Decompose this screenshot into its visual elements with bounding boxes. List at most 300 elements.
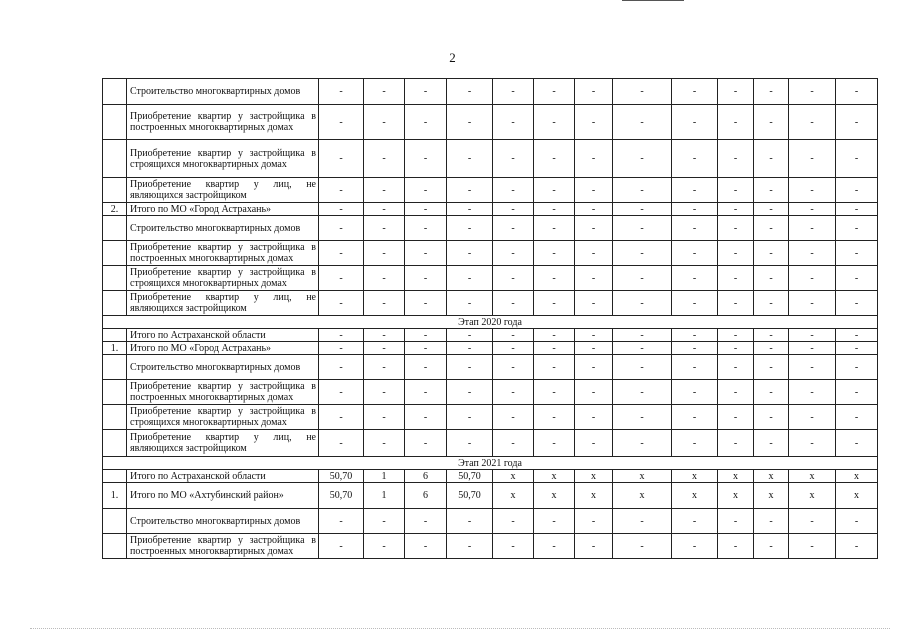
- table-cell: -: [534, 534, 575, 559]
- table-cell: -: [364, 405, 405, 430]
- row-label: Приобретение квартир у застройщика в строящихся многоквартирных домах: [127, 266, 319, 291]
- table-cell: -: [718, 79, 754, 105]
- table-cell: -: [754, 329, 789, 342]
- table-cell: -: [789, 178, 836, 203]
- table-cell: -: [672, 79, 718, 105]
- table-cell: -: [405, 509, 447, 534]
- table-cell: -: [447, 342, 493, 355]
- table-cell: -: [672, 534, 718, 559]
- table-cell: -: [447, 105, 493, 140]
- table-cell: -: [575, 534, 613, 559]
- table-cell: -: [754, 178, 789, 203]
- table-cell: -: [364, 534, 405, 559]
- table-cell: -: [613, 203, 672, 216]
- table-cell: x: [789, 483, 836, 509]
- table-cell: 6: [405, 483, 447, 509]
- table-cell: -: [836, 178, 878, 203]
- table-cell: -: [493, 216, 534, 241]
- table-cell: -: [405, 203, 447, 216]
- table-cell: -: [319, 355, 364, 380]
- row-number: [103, 140, 127, 178]
- table-cell: -: [319, 380, 364, 405]
- table-cell: -: [789, 355, 836, 380]
- table-cell: -: [493, 79, 534, 105]
- table-cell: 50,70: [447, 483, 493, 509]
- table-row: [103, 534, 878, 559]
- table-cell: -: [836, 380, 878, 405]
- table-cell: -: [447, 509, 493, 534]
- table-cell: -: [319, 329, 364, 342]
- table-cell: -: [534, 380, 575, 405]
- table-cell: -: [789, 329, 836, 342]
- table-cell: -: [836, 79, 878, 105]
- table-cell: -: [789, 79, 836, 105]
- table-cell: -: [575, 430, 613, 457]
- row-label: Приобретение квартир у застройщика в построенных многоквартирных домах: [127, 380, 319, 405]
- top-edge-mark: [622, 0, 684, 4]
- table-row: [103, 380, 878, 405]
- table-cell: -: [836, 509, 878, 534]
- table-cell: -: [447, 380, 493, 405]
- table-row: [103, 291, 878, 316]
- table-cell: -: [754, 534, 789, 559]
- table-cell: -: [672, 342, 718, 355]
- table-row: [103, 140, 878, 178]
- table-cell: -: [836, 140, 878, 178]
- row-label: Строительство многоквартирных домов: [127, 216, 319, 241]
- table-cell: x: [672, 470, 718, 483]
- table-cell: -: [534, 266, 575, 291]
- program-table: [102, 78, 878, 559]
- table-cell: -: [613, 380, 672, 405]
- table-cell: -: [405, 216, 447, 241]
- table-cell: -: [789, 430, 836, 457]
- table-cell: -: [836, 534, 878, 559]
- table-cell: x: [718, 470, 754, 483]
- table-cell: x: [575, 470, 613, 483]
- table-cell: -: [718, 291, 754, 316]
- table-cell: -: [319, 405, 364, 430]
- table-cell: -: [672, 509, 718, 534]
- table-cell: -: [754, 241, 789, 266]
- table-cell: x: [493, 470, 534, 483]
- row-label: Приобретение квартир у застройщика в построенных многоквартирных домах: [127, 105, 319, 140]
- table-cell: -: [672, 329, 718, 342]
- table-cell: -: [613, 430, 672, 457]
- page-number: 2: [449, 50, 456, 65]
- table-cell: -: [672, 430, 718, 457]
- row-number: [103, 178, 127, 203]
- table-cell: -: [364, 380, 405, 405]
- table-cell: -: [836, 266, 878, 291]
- table-cell: -: [405, 178, 447, 203]
- table-cell: -: [718, 266, 754, 291]
- row-number: [103, 430, 127, 457]
- table-cell: -: [672, 178, 718, 203]
- table-cell: -: [754, 380, 789, 405]
- table-cell: -: [364, 140, 405, 178]
- row-label: Итого по МО «Ахтубинский район»: [127, 483, 319, 509]
- table-cell: -: [493, 178, 534, 203]
- table-cell: -: [534, 509, 575, 534]
- table-cell: -: [364, 241, 405, 266]
- table-cell: 50,70: [447, 470, 493, 483]
- table-cell: -: [493, 355, 534, 380]
- table-cell: -: [789, 140, 836, 178]
- table-cell: -: [534, 241, 575, 266]
- row-number: 1.: [103, 483, 127, 509]
- row-label: Приобретение квартир у застройщика в построенных многоквартирных домах: [127, 534, 319, 559]
- table-cell: -: [789, 534, 836, 559]
- table-cell: x: [754, 470, 789, 483]
- table-cell: -: [575, 241, 613, 266]
- row-number: [103, 329, 127, 342]
- table-cell: -: [493, 380, 534, 405]
- table-cell: -: [364, 105, 405, 140]
- table-row: [103, 241, 878, 266]
- table-cell: -: [718, 178, 754, 203]
- table-cell: -: [534, 79, 575, 105]
- table-cell: -: [319, 241, 364, 266]
- table-cell: -: [718, 342, 754, 355]
- table-cell: -: [447, 203, 493, 216]
- table-cell: -: [789, 342, 836, 355]
- row-label: Приобретение квартир у лиц, не являющихся застройщиком: [127, 291, 319, 316]
- table-cell: -: [534, 203, 575, 216]
- table-row: [103, 405, 878, 430]
- table-cell: -: [447, 405, 493, 430]
- table-cell: -: [534, 405, 575, 430]
- table-cell: -: [754, 509, 789, 534]
- table-cell: -: [493, 241, 534, 266]
- table-cell: -: [493, 534, 534, 559]
- table-cell: -: [405, 266, 447, 291]
- table-cell: -: [613, 105, 672, 140]
- table-cell: -: [447, 355, 493, 380]
- table-cell: -: [718, 105, 754, 140]
- table-cell: -: [405, 140, 447, 178]
- table-cell: -: [405, 329, 447, 342]
- table-cell: -: [575, 140, 613, 178]
- table-cell: -: [534, 355, 575, 380]
- table-cell: -: [405, 430, 447, 457]
- table-cell: -: [405, 534, 447, 559]
- table-cell: -: [613, 216, 672, 241]
- table-cell: x: [534, 470, 575, 483]
- table-row: [103, 79, 878, 105]
- row-number: [103, 291, 127, 316]
- table-cell: -: [754, 203, 789, 216]
- table-cell: -: [493, 203, 534, 216]
- row-number: [103, 470, 127, 483]
- stage-header-row: [103, 457, 878, 470]
- table-cell: -: [493, 105, 534, 140]
- table-cell: -: [405, 291, 447, 316]
- table-cell: -: [672, 380, 718, 405]
- table-row: [103, 266, 878, 291]
- table-cell: -: [789, 405, 836, 430]
- table-cell: -: [364, 203, 405, 216]
- table-cell: -: [364, 79, 405, 105]
- table-cell: -: [447, 178, 493, 203]
- table-cell: -: [718, 355, 754, 380]
- table-cell: -: [613, 405, 672, 430]
- table-cell: -: [534, 178, 575, 203]
- table-cell: -: [447, 266, 493, 291]
- table-cell: -: [672, 355, 718, 380]
- row-label: Приобретение квартир у застройщика в строящихся многоквартирных домах: [127, 140, 319, 178]
- table-cell: -: [672, 105, 718, 140]
- table-cell: -: [789, 380, 836, 405]
- table-cell: 50,70: [319, 470, 364, 483]
- table-cell: -: [493, 291, 534, 316]
- row-number: [103, 216, 127, 241]
- table-cell: -: [672, 140, 718, 178]
- table-cell: -: [754, 342, 789, 355]
- table-cell: -: [789, 203, 836, 216]
- row-number: [103, 266, 127, 291]
- table-cell: -: [613, 178, 672, 203]
- row-number: [103, 355, 127, 380]
- table-cell: -: [364, 178, 405, 203]
- stage-label: Этап 2021 года: [103, 457, 878, 470]
- table-cell: -: [789, 216, 836, 241]
- table-cell: -: [836, 105, 878, 140]
- table-cell: -: [836, 405, 878, 430]
- table-cell: -: [493, 140, 534, 178]
- row-label: Приобретение квартир у лиц, не являющихся застройщиком: [127, 178, 319, 203]
- table-cell: -: [364, 509, 405, 534]
- table-cell: 1: [364, 470, 405, 483]
- row-number: [103, 105, 127, 140]
- row-number: [103, 380, 127, 405]
- table-cell: -: [319, 203, 364, 216]
- table-cell: x: [754, 483, 789, 509]
- table-cell: -: [575, 105, 613, 140]
- table-cell: -: [534, 342, 575, 355]
- table-cell: -: [672, 405, 718, 430]
- table-cell: x: [789, 470, 836, 483]
- table-cell: -: [575, 79, 613, 105]
- table-cell: -: [613, 534, 672, 559]
- table-cell: -: [789, 105, 836, 140]
- table-cell: -: [718, 430, 754, 457]
- table-cell: -: [575, 216, 613, 241]
- table-cell: -: [672, 241, 718, 266]
- table-cell: x: [718, 483, 754, 509]
- table-cell: -: [836, 291, 878, 316]
- row-number: 2.: [103, 203, 127, 216]
- row-number: [103, 241, 127, 266]
- table-cell: -: [575, 342, 613, 355]
- table-cell: x: [613, 483, 672, 509]
- table-cell: -: [447, 534, 493, 559]
- table-cell: x: [672, 483, 718, 509]
- table-cell: -: [575, 291, 613, 316]
- table-cell: -: [493, 329, 534, 342]
- table-cell: -: [447, 430, 493, 457]
- row-number: [103, 405, 127, 430]
- table-cell: -: [672, 291, 718, 316]
- table-cell: -: [754, 216, 789, 241]
- table-cell: -: [789, 291, 836, 316]
- table-cell: -: [613, 355, 672, 380]
- table-cell: -: [575, 203, 613, 216]
- row-label: Итого по Астраханской области: [127, 470, 319, 483]
- table-cell: x: [613, 470, 672, 483]
- table-cell: -: [575, 178, 613, 203]
- table-row: [103, 483, 878, 509]
- table-cell: -: [364, 355, 405, 380]
- table-cell: -: [718, 380, 754, 405]
- table-cell: -: [447, 140, 493, 178]
- table-cell: -: [575, 509, 613, 534]
- table-cell: -: [364, 216, 405, 241]
- table-cell: -: [364, 329, 405, 342]
- stage-label: Этап 2020 года: [103, 316, 878, 329]
- table-body: [103, 79, 878, 559]
- table-cell: -: [754, 266, 789, 291]
- table-cell: -: [613, 509, 672, 534]
- table-cell: -: [718, 241, 754, 266]
- table-cell: -: [447, 329, 493, 342]
- table-cell: -: [319, 342, 364, 355]
- table-cell: -: [754, 430, 789, 457]
- table-row: [103, 470, 878, 483]
- stage-header-row: [103, 316, 878, 329]
- table-row: [103, 329, 878, 342]
- table-cell: -: [319, 534, 364, 559]
- table-cell: -: [319, 178, 364, 203]
- table-row: [103, 509, 878, 534]
- table-cell: -: [319, 79, 364, 105]
- table-cell: -: [672, 203, 718, 216]
- table-cell: -: [319, 430, 364, 457]
- table-row: [103, 430, 878, 457]
- table-cell: -: [493, 430, 534, 457]
- table-cell: -: [405, 342, 447, 355]
- table-cell: -: [405, 79, 447, 105]
- table-cell: -: [718, 203, 754, 216]
- table-cell: -: [754, 291, 789, 316]
- table-cell: -: [836, 430, 878, 457]
- table-cell: -: [754, 405, 789, 430]
- table-cell: -: [534, 291, 575, 316]
- table-row: [103, 105, 878, 140]
- table-cell: -: [613, 140, 672, 178]
- bottom-scan-artifact: [30, 628, 890, 633]
- table-row: [103, 203, 878, 216]
- table-cell: -: [364, 291, 405, 316]
- table-cell: -: [493, 405, 534, 430]
- table-cell: -: [319, 266, 364, 291]
- table-cell: -: [405, 241, 447, 266]
- table-cell: -: [836, 203, 878, 216]
- row-label: Строительство многоквартирных домов: [127, 509, 319, 534]
- table-cell: -: [718, 509, 754, 534]
- table-cell: -: [493, 509, 534, 534]
- table-cell: -: [447, 241, 493, 266]
- table-cell: x: [534, 483, 575, 509]
- table-cell: -: [789, 241, 836, 266]
- table-cell: 1: [364, 483, 405, 509]
- table-cell: -: [672, 216, 718, 241]
- row-label: Приобретение квартир у застройщика в построенных многоквартирных домах: [127, 241, 319, 266]
- table-cell: -: [613, 291, 672, 316]
- table-cell: -: [447, 216, 493, 241]
- table-row: [103, 355, 878, 380]
- table-cell: -: [718, 534, 754, 559]
- row-label: Строительство многоквартирных домов: [127, 79, 319, 105]
- table-cell: x: [493, 483, 534, 509]
- table-cell: -: [718, 140, 754, 178]
- table-cell: -: [718, 216, 754, 241]
- table-cell: -: [613, 329, 672, 342]
- table-cell: -: [789, 509, 836, 534]
- table-cell: -: [405, 380, 447, 405]
- table-row: [103, 178, 878, 203]
- table-cell: -: [754, 79, 789, 105]
- table-cell: -: [534, 329, 575, 342]
- table-cell: -: [534, 140, 575, 178]
- table-cell: -: [493, 342, 534, 355]
- table-cell: -: [405, 355, 447, 380]
- row-label: Итого по МО «Город Астрахань»: [127, 342, 319, 355]
- table-cell: -: [405, 105, 447, 140]
- table-cell: -: [575, 380, 613, 405]
- table-cell: -: [836, 216, 878, 241]
- table-cell: -: [575, 355, 613, 380]
- table-cell: -: [836, 241, 878, 266]
- table-cell: -: [836, 329, 878, 342]
- table-cell: -: [613, 79, 672, 105]
- table-cell: -: [493, 266, 534, 291]
- table-cell: -: [447, 79, 493, 105]
- table-cell: -: [754, 355, 789, 380]
- row-label: Итого по Астраханской области: [127, 329, 319, 342]
- row-label: Итого по МО «Город Астрахань»: [127, 203, 319, 216]
- table-cell: -: [718, 329, 754, 342]
- table-cell: -: [319, 105, 364, 140]
- table-cell: 50,70: [319, 483, 364, 509]
- table-cell: -: [672, 266, 718, 291]
- table-cell: -: [575, 329, 613, 342]
- row-label: Приобретение квартир у лиц, не являющихся застройщиком: [127, 430, 319, 457]
- row-number: [103, 509, 127, 534]
- row-label: Приобретение квартир у застройщика в строящихся многоквартирных домах: [127, 405, 319, 430]
- table-cell: -: [754, 140, 789, 178]
- table-cell: -: [789, 266, 836, 291]
- table-cell: -: [319, 509, 364, 534]
- row-number: [103, 79, 127, 105]
- table-cell: -: [534, 105, 575, 140]
- table-cell: -: [534, 216, 575, 241]
- table-row: [103, 342, 878, 355]
- table-cell: -: [405, 405, 447, 430]
- table-cell: -: [575, 266, 613, 291]
- table-cell: -: [319, 140, 364, 178]
- row-label: Строительство многоквартирных домов: [127, 355, 319, 380]
- table-cell: -: [364, 430, 405, 457]
- table-cell: -: [836, 355, 878, 380]
- table-cell: -: [575, 405, 613, 430]
- table-cell: -: [447, 291, 493, 316]
- row-number: 1.: [103, 342, 127, 355]
- table-cell: -: [718, 405, 754, 430]
- table-cell: x: [836, 470, 878, 483]
- table-cell: -: [754, 105, 789, 140]
- table-cell: -: [613, 241, 672, 266]
